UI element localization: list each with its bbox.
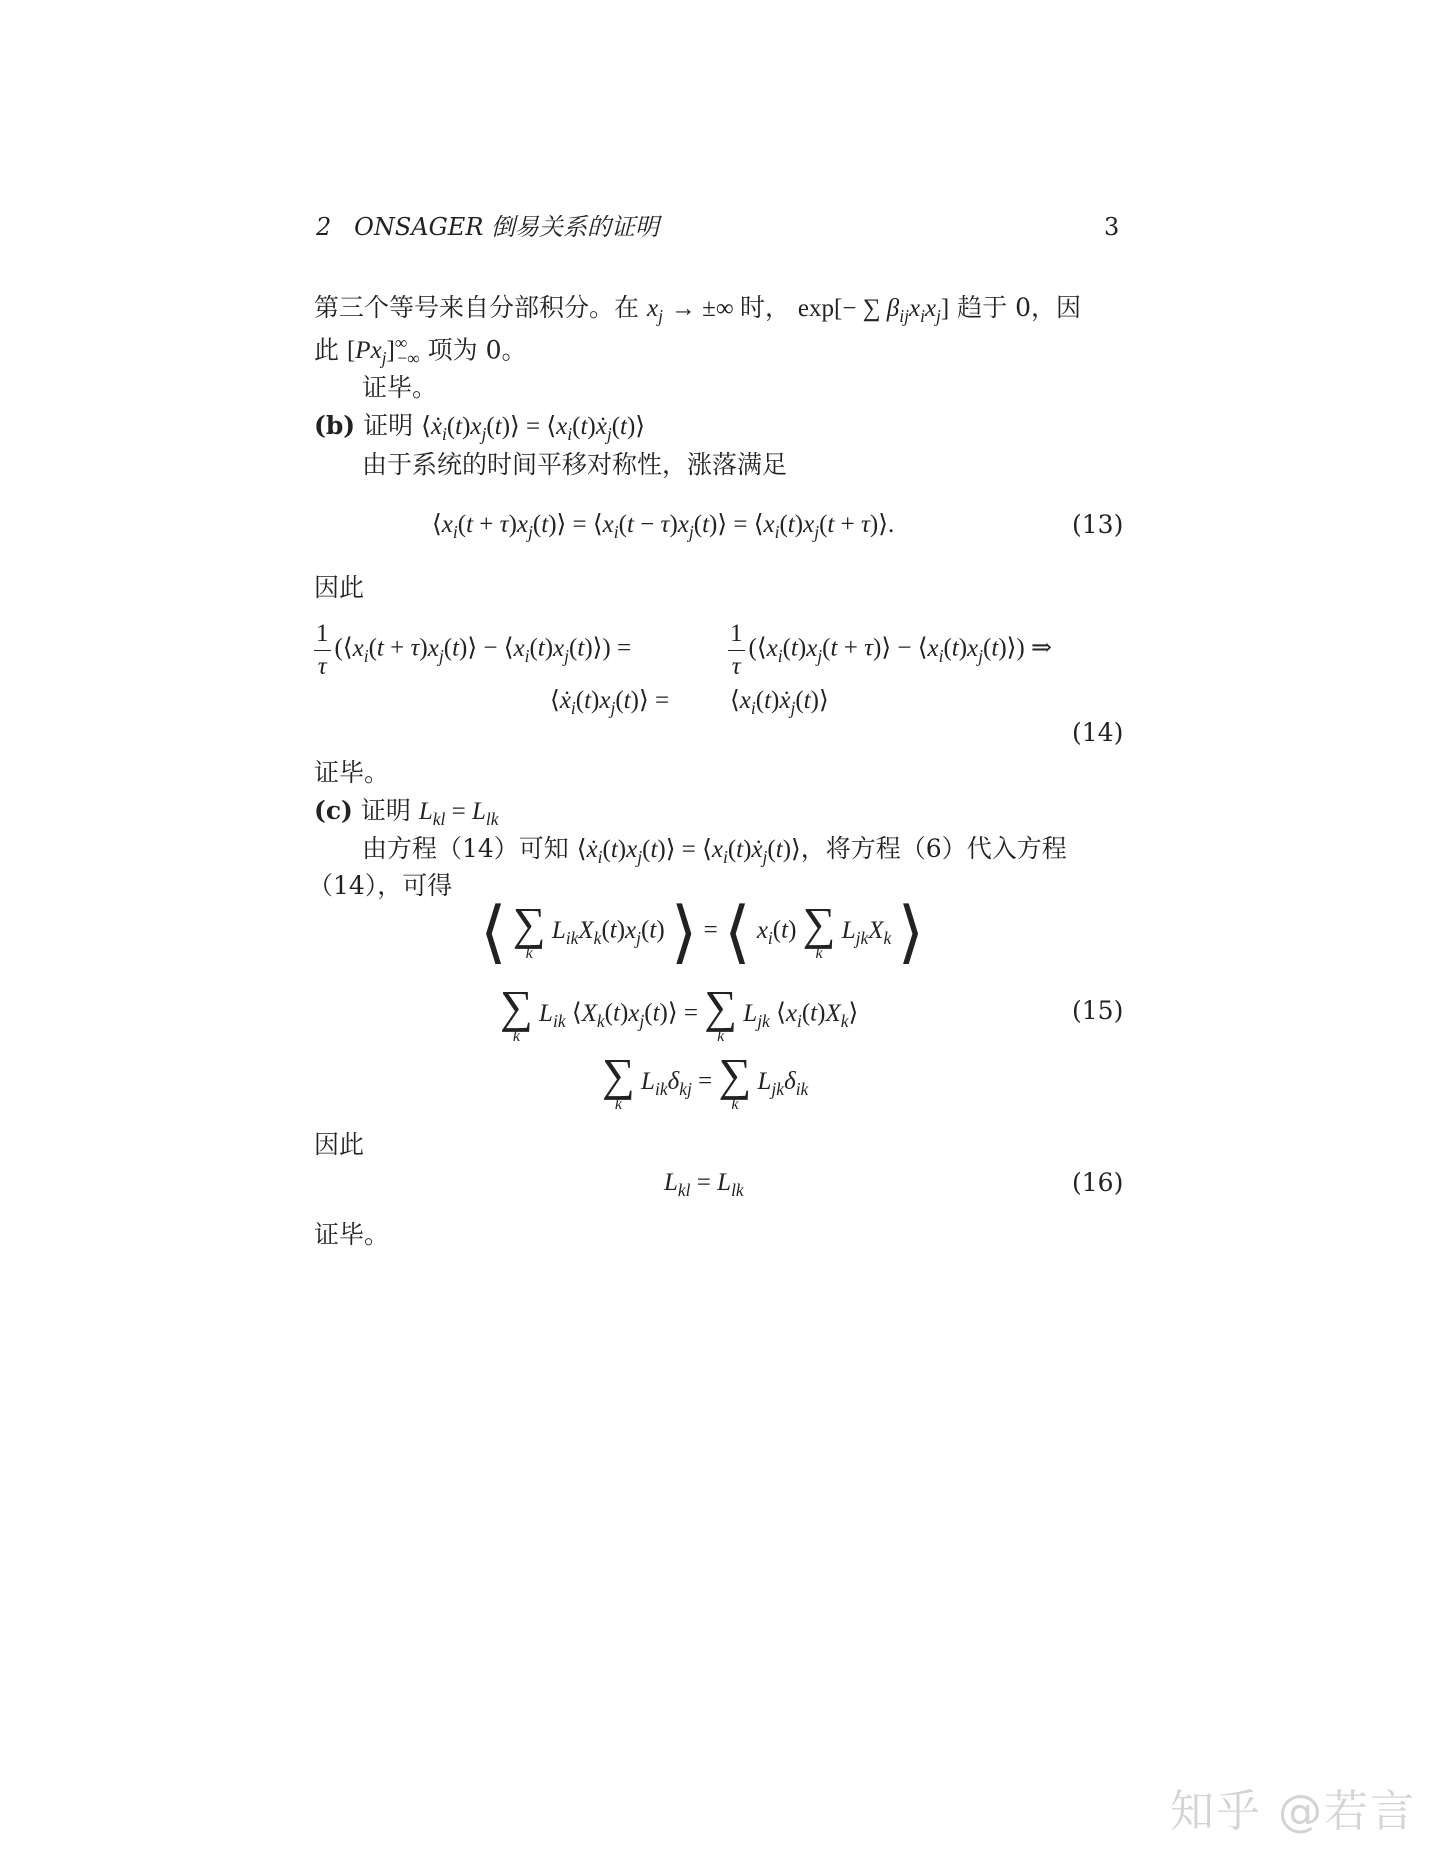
sum-symbol: ∑ k	[704, 981, 738, 1045]
header-title: ONSAGER 倒易关系的证明	[354, 213, 660, 241]
sum-symbol: ∑ k	[718, 1049, 752, 1113]
math-arrow-pm-inf: → ±∞	[670, 295, 740, 322]
equation-14-line2-left: $⟨ẋ_i(t)x_j(t)⟩$ =	[550, 687, 670, 718]
qed-1: 证毕。	[362, 373, 438, 402]
equation-14-line1-right: $\frac{1}{\tau}$ ($⟨x_i(t)x_j(t$ + τ)⟩ − $⟨x_i(t)x_j(t)⟩$) ⇒	[730, 620, 1052, 680]
equation-14-number: (14)	[1072, 718, 1124, 747]
page-number: 3	[1104, 213, 1120, 241]
part-b-intro: 由于系统的时间平移对称性，涨落满足	[362, 450, 788, 479]
fraction-1-over-tau-right: $\frac{1}{\tau}$	[730, 620, 743, 680]
equation-15-line2: ∑ k $L_{ik}$ $⟨X_k(t)x_j(t)⟩$ = ∑ k $L_{jk}$ $⟨x_i(t)X_k⟩$	[500, 981, 859, 1045]
sum-symbol: ∑ k	[512, 898, 546, 962]
equation-15-number: (15)	[1072, 996, 1124, 1025]
para1-text-a: 第三个等号来自分部积分。在	[314, 293, 640, 322]
math-eq14-ref: $⟨ẋ_i(t)x_j(t)⟩$ = $⟨x_i(t)ẋ_j(t)⟩$	[576, 836, 801, 867]
sum-symbol: ∑ k	[602, 1049, 635, 1113]
part-c-heading	[314, 798, 499, 829]
sum-symbol: ∑ k	[500, 981, 533, 1045]
watermark: 知乎 @若言	[1170, 1786, 1416, 1837]
part-c-label: (c)	[314, 796, 353, 825]
part-b-heading	[314, 413, 645, 444]
para1-text-b: 时，	[739, 293, 790, 322]
therefore-c: 因此	[314, 1130, 365, 1159]
part-c-word: 证明	[360, 796, 411, 825]
header-section-number: 2	[316, 213, 332, 241]
qed-c: 证毕。	[314, 1220, 390, 1249]
part-c-intro-b: ，将方程（6）代入方程	[800, 834, 1067, 863]
math-claim-c: $L_{kl} = L_{lk}$	[418, 798, 499, 829]
equation-16-number: (16)	[1072, 1168, 1124, 1197]
part-b-label: (b)	[314, 411, 356, 440]
equation-14-line1-left: $\frac{1}{\tau}$ ($⟨x_i(t$ + $\tau)x_j(t)⟩$ − $⟨x_i(t)x_j(t)⟩$) =	[316, 620, 632, 680]
qed-b: 证毕。	[314, 758, 390, 787]
math-xj-limit: $x_j$	[646, 295, 663, 326]
equation-13: $⟨x_i(t$ + $\tau)x_j(t)⟩$ = $⟨x_i(t$ − $\tau)x_j(t)⟩$ = $⟨x_i(t)x_j(t$ + τ)⟩.	[432, 511, 895, 542]
math-boundary-term: $[Px_j]^\infty_{-\infty}$	[346, 333, 420, 369]
equation-15-line3: ∑ k $L_{ik}\delta_{kj}$ = ∑ k $L_{jk}\delta_{ik}$	[602, 1049, 809, 1113]
therefore-b: 因此	[314, 573, 365, 602]
part-c-intro-a: 由方程（14）可知	[362, 834, 569, 863]
para1-text-e: 项为 0。	[427, 335, 527, 365]
para1-text-c: 趋于 0，因	[957, 293, 1082, 322]
equation-15-line1: ⟨ ∑ k $L_{ik}X_k(t)x_j(t)$ ⟩ = ⟨ $x_i(t)$ ∑ k $L_{jk}X_k$ ⟩	[480, 894, 925, 970]
equation-13-number: (13)	[1072, 510, 1124, 539]
para1-text-d: 此	[314, 335, 340, 365]
equation-14-line2-right: $⟨x_i(t)ẋ_j(t)⟩$	[730, 687, 829, 718]
para1-line2	[314, 335, 527, 368]
math-exp-sum: exp[− ∑ $\beta_{ij}x_ix_j$]	[797, 295, 950, 326]
fraction-1-over-tau-left: $\frac{1}{\tau}$	[316, 620, 329, 680]
running-header	[316, 215, 659, 239]
sum-symbol: ∑ k	[802, 898, 836, 962]
part-c-intro-line2: （14），可得	[308, 871, 453, 900]
para1-line1	[314, 295, 1081, 326]
math-claim-b: $⟨ẋ_i(t)x_j(t)⟩$ = $⟨x_i(t)ẋ_j(t)⟩$	[421, 413, 646, 444]
part-b-word: 证明	[363, 411, 414, 440]
part-c-intro-line1	[362, 836, 1067, 867]
equation-16: $L_{kl} = L_{lk}$	[664, 1169, 744, 1200]
